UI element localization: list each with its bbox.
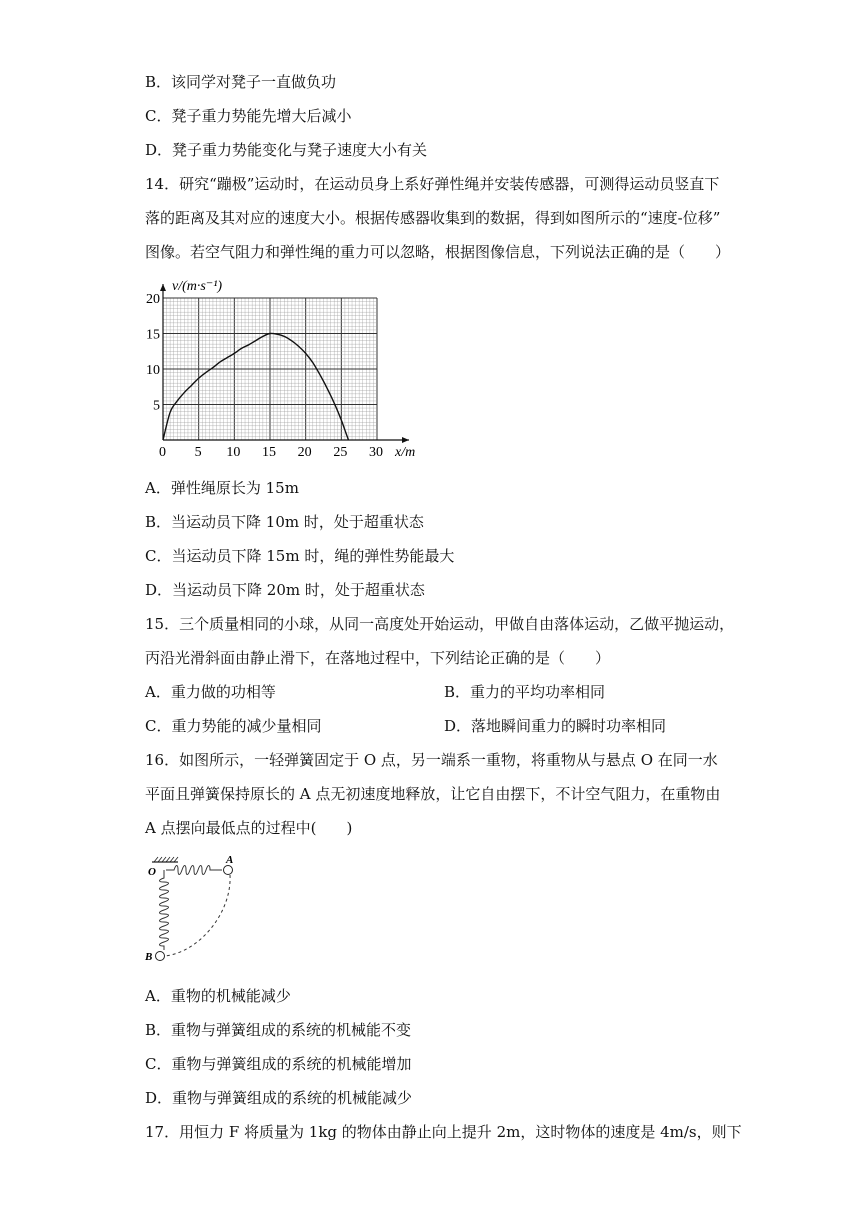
q14-option-a: A．弹性绳原长为 15m [145, 479, 299, 497]
x-tick-label: 15 [262, 445, 276, 460]
q15-option-b: B．重力的平均功率相同 [444, 683, 606, 701]
q13-option-b: B．该同学对凳子一直做负功 [145, 73, 337, 91]
q14-option-b: B．当运动员下降 10m 时，处于超重状态 [145, 513, 424, 531]
y-axis-label: v/(m·s⁻¹) [172, 279, 223, 294]
y-tick-label: 20 [146, 292, 160, 307]
q14-stem-line2: 落的距离及其对应的速度大小。根据传感器收集到的数据，得到如图所示的“速度-位移” [145, 209, 721, 227]
q13-option-d: D．凳子重力势能变化与凳子速度大小有关 [145, 141, 428, 159]
q16-option-d: D．重物与弹簧组成的系统的机械能减少 [145, 1089, 413, 1107]
q15-stem-line1: 15．三个质量相同的小球，从同一高度处开始运动，甲做自由落体运动，乙做平抛运动， [145, 615, 735, 633]
horizontal-spring [166, 866, 222, 875]
ceiling-hatch [154, 857, 178, 862]
q16-option-a: A．重物的机械能减少 [145, 987, 291, 1005]
q17-stem-line1: 17．用恒力 F 将质量为 1kg 的物体由静止向上提升 2m，这时物体的速度是 4m/s，则下 [145, 1123, 742, 1141]
x-tick-label: 30 [369, 445, 383, 460]
x-tick-label: 25 [333, 445, 348, 460]
x-tick-label: 0 [159, 445, 166, 460]
x-tick-label: 20 [297, 445, 312, 460]
x-tick-label: 5 [194, 445, 202, 460]
q16-stem-line3: A 点摆向最低点的过程中( ) [145, 819, 353, 837]
chart-grid [163, 298, 377, 440]
spring-pendulum-diagram [140, 852, 250, 967]
q14-option-c: C．当运动员下降 15m 时，绳的弹性势能最大 [145, 547, 455, 565]
mass-at-b [156, 952, 165, 961]
y-tick-label: 5 [153, 398, 160, 414]
y-tick-label: 10 [146, 363, 160, 378]
y-axis-arrow [160, 284, 166, 291]
chart-axes [160, 284, 409, 443]
q14-stem-line3: 图像。若空气阻力和弹性绳的重力可以忽略，根据图像信息，下列说法正确的是（ ） [145, 243, 731, 261]
q16-option-b: B．重物与弹簧组成的系统的机械能不变 [145, 1021, 412, 1039]
q16-stem-line1: 16．如图所示，一轻弹簧固定于 O 点，另一端系一重物，将重物从与悬点 O 在同一水 [145, 751, 718, 769]
x-axis-label: x/m [395, 445, 416, 460]
vertical-spring [160, 870, 169, 950]
q16-stem-line2: 平面且弹簧保持原长的 A 点无初速度地释放，让它自由摆下，不计空气阻力，在重物由 [145, 785, 721, 803]
q14-stem-line1: 14．研究“蹦极”运动时，在运动员身上系好弹性绳并安装传感器，可测得运动员竖直下 [145, 175, 720, 193]
q16-option-c: C．重物与弹簧组成的系统的机械能增加 [145, 1055, 412, 1073]
label-o: O [148, 866, 156, 878]
x-tick-label: 10 [226, 445, 241, 460]
q15-option-d: D．落地瞬间重力的瞬时功率相同 [444, 717, 667, 735]
trajectory-arc [165, 875, 230, 956]
label-b: B [145, 951, 153, 963]
velocity-displacement-chart [140, 272, 430, 467]
q13-option-c: C．凳子重力势能先增大后减小 [145, 107, 352, 125]
mass-at-a [224, 866, 233, 875]
label-a: A [226, 854, 234, 866]
y-tick-label: 15 [146, 327, 160, 343]
x-axis-arrow [402, 437, 409, 443]
q15-option-a: A．重力做的功相等 [145, 683, 276, 701]
q15-option-c: C．重力势能的减少量相同 [145, 717, 322, 735]
q15-stem-line2: 丙沿光滑斜面由静止滑下，在落地过程中，下列结论正确的是（ ） [145, 649, 611, 667]
q14-option-d: D．当运动员下降 20m 时，处于超重状态 [145, 581, 425, 599]
